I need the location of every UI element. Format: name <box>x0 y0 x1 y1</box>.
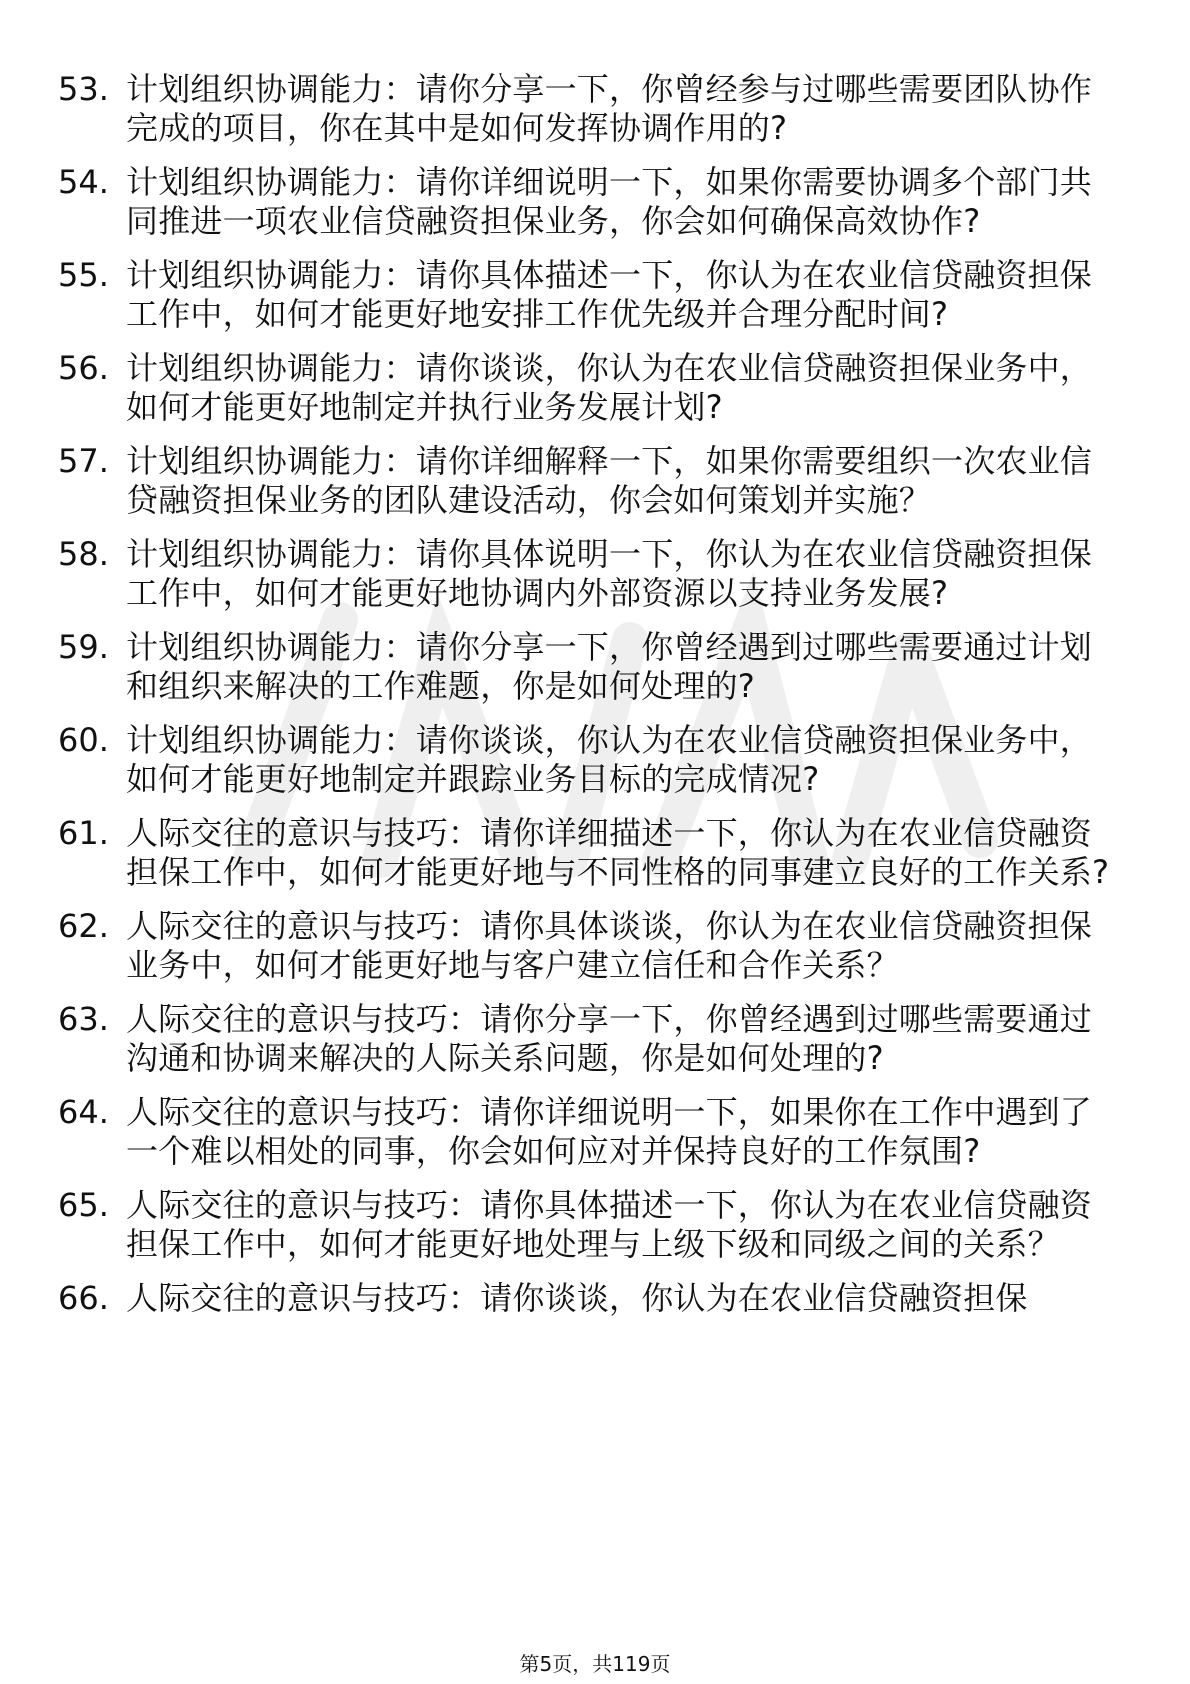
question-list <box>58 70 1118 1333</box>
question-number: 60. <box>58 721 109 759</box>
question-text: 计划组织协调能力：请你具体说明一下，你认为在农业信贷融资担保工作中，如何才能更好地协调内外部资源以支持业务发展? <box>126 535 1093 612</box>
question-item <box>58 442 1118 520</box>
question-item <box>58 1279 1118 1318</box>
question-number: 65. <box>58 1186 109 1224</box>
question-number: 53. <box>58 70 109 108</box>
question-item <box>58 1000 1118 1078</box>
question-text: 计划组织协调能力：请你谈谈，你认为在农业信贷融资担保业务中，如何才能更好地制定并跟踪业务目标的完成情况? <box>126 721 1093 798</box>
question-text: 人际交往的意识与技巧：请你具体描述一下，你认为在农业信贷融资担保工作中，如何才能更好地处理与上级下级和同级之间的关系？ <box>126 1186 1093 1263</box>
question-text: 计划组织协调能力：请你分享一下，你曾经参与过哪些需要团队协作完成的项目，你在其中是如何发挥协调作用的? <box>126 70 1093 147</box>
question-number: 59. <box>58 628 109 666</box>
question-number: 58. <box>58 535 109 573</box>
question-number: 62. <box>58 907 109 945</box>
question-item <box>58 907 1118 985</box>
question-item <box>58 1186 1118 1264</box>
question-text: 人际交往的意识与技巧：请你谈谈，你认为在农业信贷融资担保 <box>126 1279 1028 1317</box>
question-text: 计划组织协调能力：请你详细解释一下，如果你需要组织一次农业信贷融资担保业务的团队建设活动，你会如何策划并实施？ <box>126 442 1093 519</box>
question-text: 计划组织协调能力：请你具体描述一下，你认为在农业信贷融资担保工作中，如何才能更好地安排工作优先级并合理分配时间? <box>126 256 1093 333</box>
question-number: 61. <box>58 814 109 852</box>
question-item <box>58 70 1118 148</box>
question-item <box>58 1093 1118 1171</box>
question-number: 64. <box>58 1093 109 1131</box>
question-text: 人际交往的意识与技巧：请你具体谈谈，你认为在农业信贷融资担保业务中，如何才能更好地与客户建立信任和合作关系？ <box>126 907 1093 984</box>
question-text: 计划组织协调能力：请你详细说明一下，如果你需要协调多个部门共同推进一项农业信贷融资担保业务，你会如何确保高效协作? <box>126 163 1093 240</box>
question-text: 计划组织协调能力：请你分享一下，你曾经遇到过哪些需要通过计划和组织来解决的工作难题，你是如何处理的? <box>126 628 1093 705</box>
question-number: 54. <box>58 163 109 201</box>
question-number: 56. <box>58 349 109 387</box>
question-item <box>58 163 1118 241</box>
question-number: 55. <box>58 256 109 294</box>
question-text: 计划组织协调能力：请你谈谈，你认为在农业信贷融资担保业务中，如何才能更好地制定并执行业务发展计划? <box>126 349 1093 426</box>
question-number: 57. <box>58 442 109 480</box>
question-item <box>58 814 1118 892</box>
question-number: 63. <box>58 1000 109 1038</box>
question-text: 人际交往的意识与技巧：请你分享一下，你曾经遇到过哪些需要通过沟通和协调来解决的人际关系问题，你是如何处理的? <box>126 1000 1093 1077</box>
question-item <box>58 256 1118 334</box>
question-text: 人际交往的意识与技巧：请你详细描述一下，你认为在农业信贷融资担保工作中，如何才能更好地与不同性格的同事建立良好的工作关系? <box>126 814 1110 891</box>
question-item <box>58 349 1118 427</box>
question-text: 人际交往的意识与技巧：请你详细说明一下，如果你在工作中遇到了一个难以相处的同事，你会如何应对并保持良好的工作氛围? <box>126 1093 1093 1170</box>
question-item <box>58 721 1118 799</box>
question-number: 66. <box>58 1279 109 1317</box>
page-footer: 第5页，共119页 <box>519 1652 671 1676</box>
question-item <box>58 628 1118 706</box>
question-item <box>58 535 1118 613</box>
